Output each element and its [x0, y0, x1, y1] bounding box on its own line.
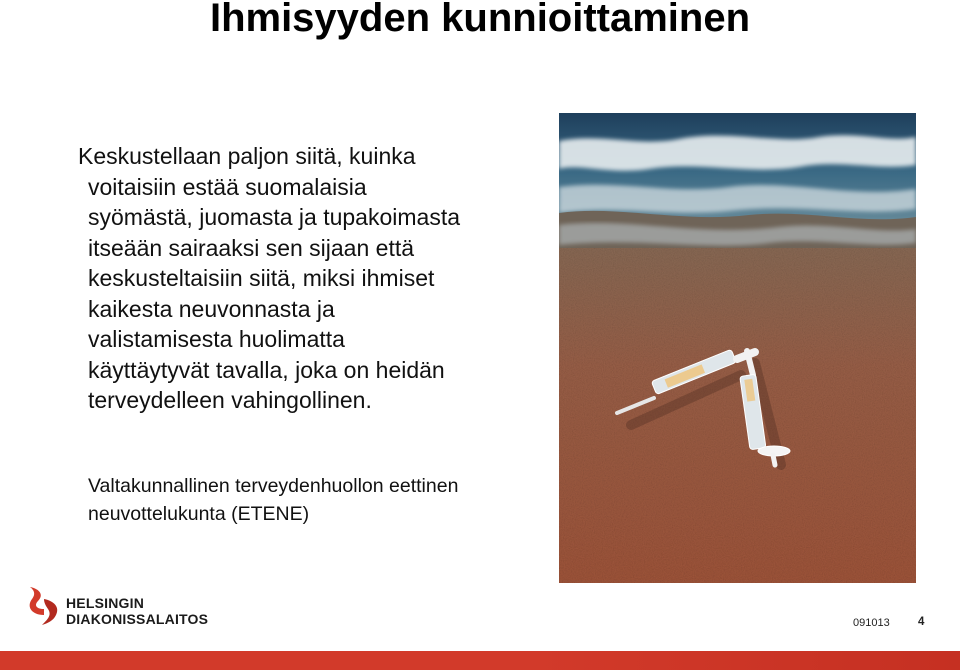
- quote-source: [88, 472, 558, 528]
- slide-title: Ihmisyyden kunnioittaminen: [209, 0, 751, 40]
- quote-line: keskusteltaisiin siitä, miksi ihmiset: [88, 265, 435, 291]
- organization-name-line: DIAKONISSALAITOS: [66, 611, 209, 627]
- quote-text: [78, 141, 568, 416]
- quote-line: itseään sairaaksi sen sijaan että: [88, 234, 415, 261]
- footer-date-code: 091013: [853, 617, 890, 629]
- footer-accent-bar: [0, 651, 960, 670]
- quote-line: Keskustellaan paljon siitä, kuinka: [78, 143, 416, 169]
- diakonissalaitos-logo-icon: [26, 585, 62, 627]
- quote-line: terveydelleen vahingollinen.: [88, 387, 372, 413]
- quote-line: syömästä, juomasta ja tupakoimasta: [88, 204, 461, 230]
- beach-syringes-photo: [559, 113, 916, 583]
- page-number: 4: [918, 616, 925, 628]
- organization-name: [66, 595, 208, 627]
- organization-logo: [26, 585, 226, 629]
- quote-line: voitaisiin estää suomalaisia: [88, 173, 367, 200]
- source-line: Valtakunnallinen terveydenhuollon eettinen: [88, 475, 459, 497]
- quote-line: valistamisesta huolimatta: [88, 326, 345, 352]
- organization-name-line: HELSINGIN: [66, 595, 145, 611]
- quote-line: kaikesta neuvonnasta ja: [88, 295, 335, 322]
- quote-line: käyttäytyvät tavalla, joka on heidän: [88, 356, 445, 383]
- source-line: neuvottelukunta (ETENE): [88, 503, 310, 525]
